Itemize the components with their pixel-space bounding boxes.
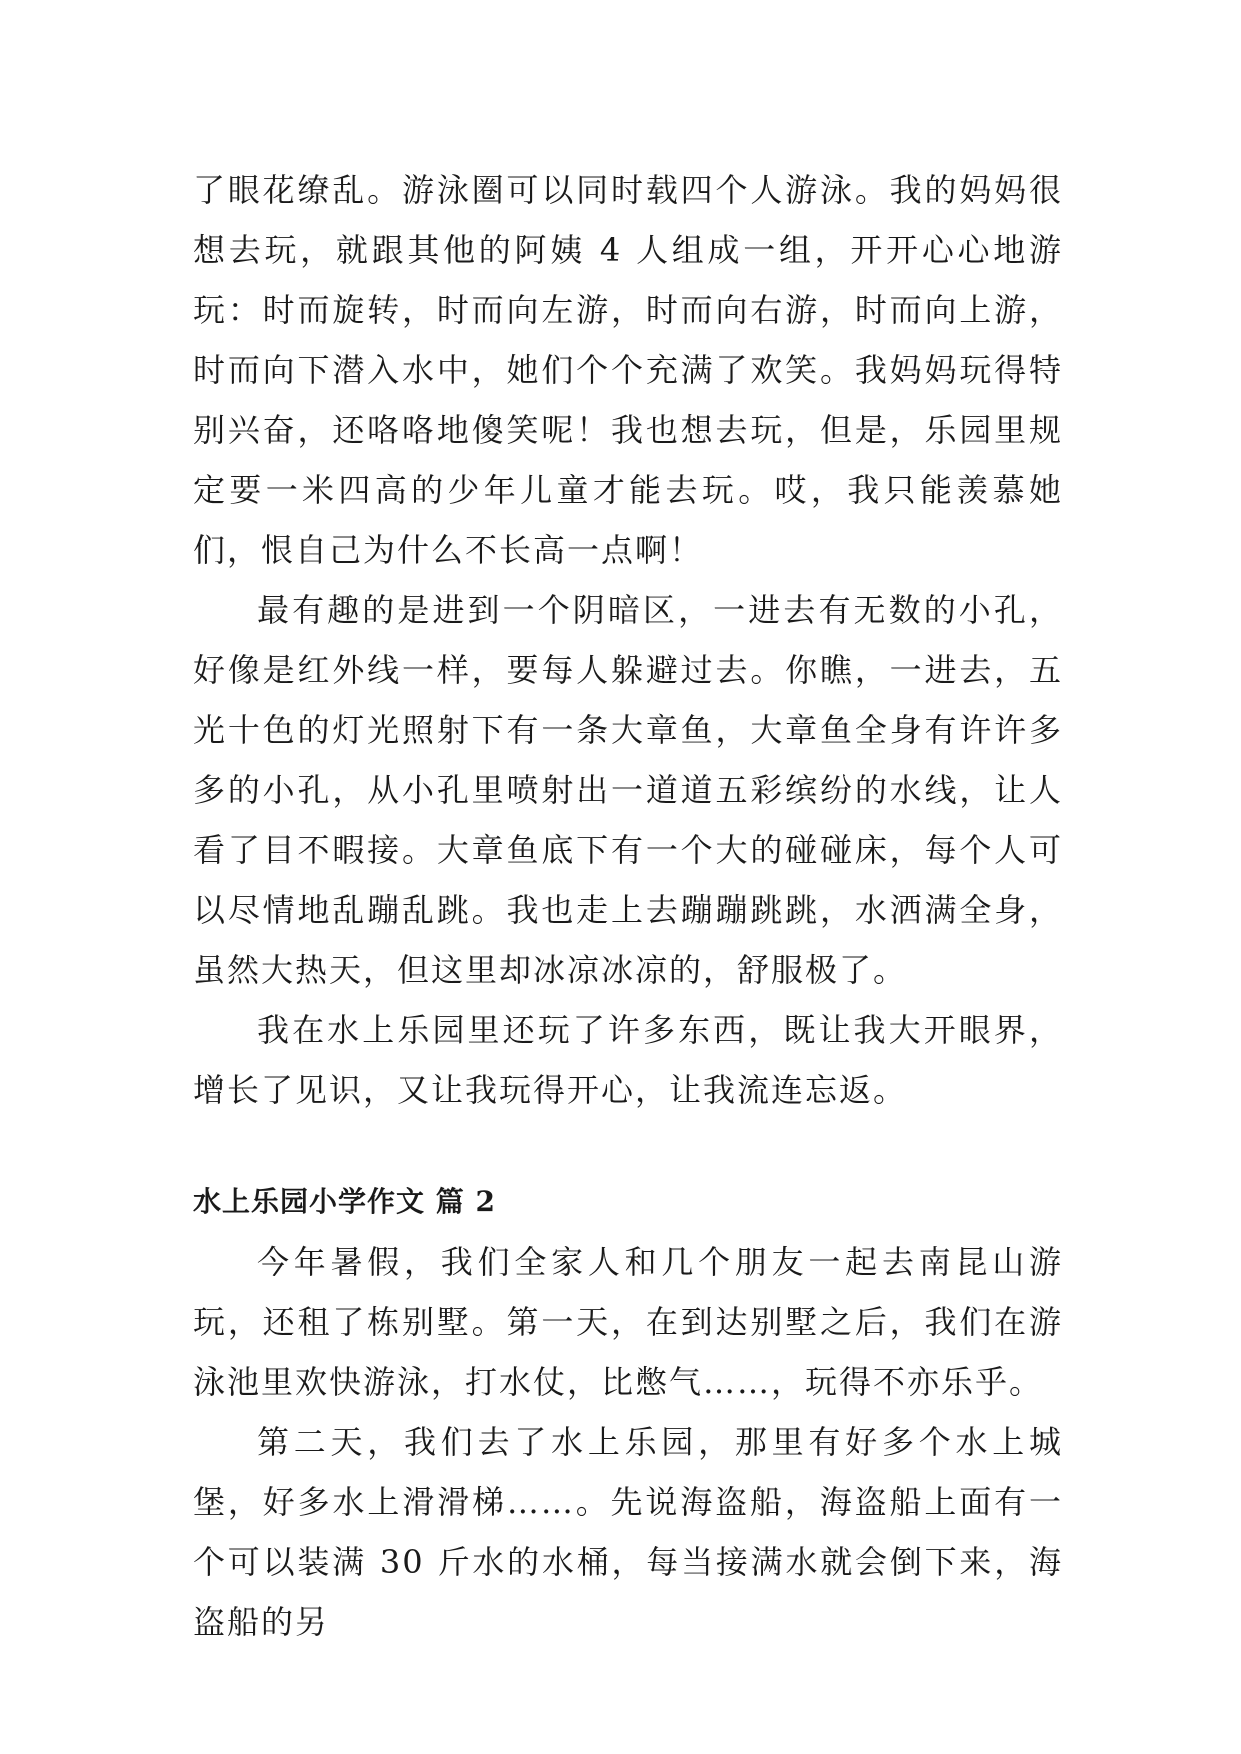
document-body: [193, 160, 1063, 1652]
paragraph-5: 第二天，我们去了水上乐园，那里有好多个水上城堡，好多水上滑滑梯……。先说海盗船，海盗船上面有一个可以装满 30 斤水的水桶，每当接满水就会倒下来，海盗船的另: [193, 1423, 1063, 1641]
paragraph-1: 了眼花缭乱。游泳圈可以同时载四个人游泳。我的妈妈很想去玩，就跟其他的阿姨 4 人组成一组，开开心心地游玩：时而旋转，时而向左游，时而向右游，时而向上游，时而向下潜入水中，她们个个充满了欢笑。我妈妈玩得特别兴奋，还咯咯地傻笑呢！我也想去玩，但是，乐园里规定要一米四高的少年儿童才能去玩。哎，我只能羡慕她们，恨自己为什么不长高一点啊！: [193, 171, 1063, 569]
paragraph-3: 我在水上乐园里还玩了许多东西，既让我大开眼界，增长了见识，又让我玩得开心，让我流连忘返。: [193, 1011, 1063, 1109]
paragraph-2: 最有趣的是进到一个阴暗区，一进去有无数的小孔，好像是红外线一样，要每人躲避过去。你瞧，一进去，五光十色的灯光照射下有一条大章鱼，大章鱼全身有许许多多的小孔，从小孔里喷射出一道道五彩缤纷的水线，让人看了目不暇接。大章鱼底下有一个大的碰碰床，每个人可以尽情地乱蹦乱跳。我也走上去蹦蹦跳跳，水洒满全身，虽然大热天，但这里却冰凉冰凉的，舒服极了。: [193, 591, 1063, 989]
section-heading: 水上乐园小学作文 篇 2: [193, 1185, 496, 1218]
paragraph-4: 今年暑假，我们全家人和几个朋友一起去南昆山游玩，还租了栋别墅。第一天，在到达别墅之后，我们在游泳池里欢快游泳，打水仗，比憋气……，玩得不亦乐乎。: [193, 1243, 1063, 1401]
